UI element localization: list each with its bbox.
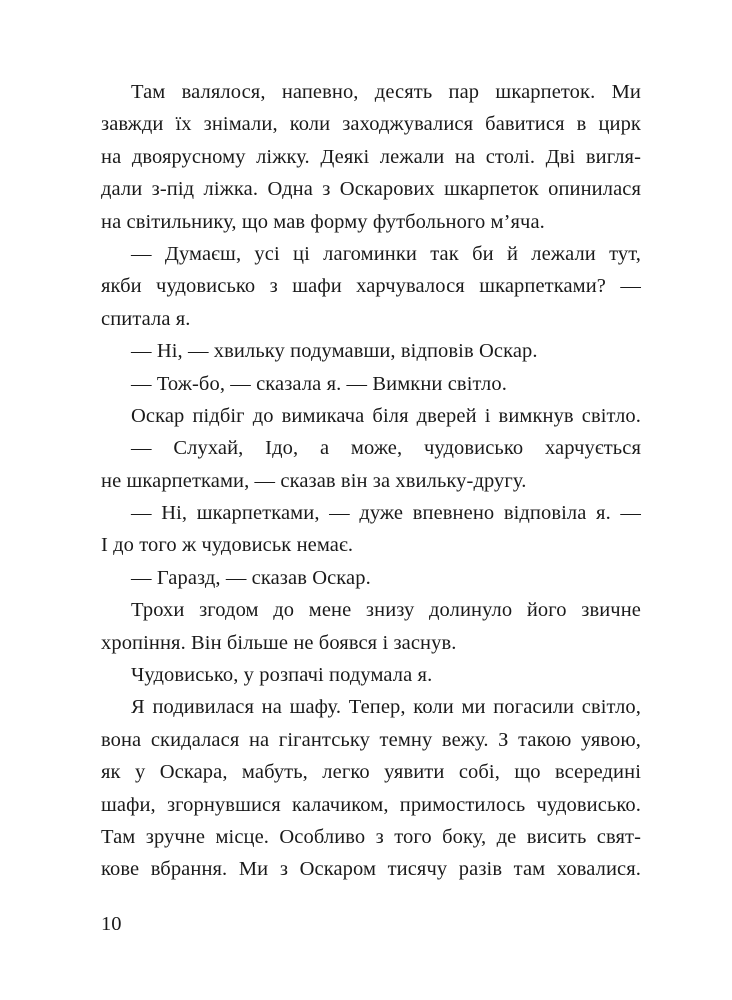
text-line: Чудовисько, у розпачі подумала я.: [131, 664, 433, 687]
text-line: Там зручне місце. Особливо з того боку, де висить свят-: [101, 825, 641, 848]
text-line: якби чудовисько з шафи харчувалося шкарпетками? —: [101, 275, 641, 298]
text-line: — Слухай, Ідо, а може, чудовисько харчується: [131, 437, 641, 460]
text-line: Я подивилася на шафу. Тепер, коли ми погасили світло,: [131, 696, 641, 719]
text-line: хропіння. Він більше не боявся і заснув.: [101, 631, 457, 654]
text-line: Оскар підбіг до вимикача біля дверей і вимкнув світло.: [131, 404, 641, 427]
text-line: Трохи згодом до мене знизу долинуло його звичне: [131, 599, 641, 622]
body-text: [101, 76, 641, 886]
text-line: кове вбрання. Ми з Оскаром тисячу разів там ховалися.: [101, 858, 641, 881]
text-line: завжди їх знімали, коли заходжувалися бавитися в цирк: [101, 113, 641, 136]
text-line: — Тож-бо, — сказала я. — Вимкни світло.: [131, 372, 507, 395]
text-line: дали з-під ліжка. Одна з Оскарових шкарпеток опинилася: [101, 178, 641, 201]
text-line: — Ні, шкарпетками, — дуже впевнено відповіла я. —: [131, 502, 641, 525]
text-line: шафи, згорнувшися калачиком, примостилось чудовисько.: [101, 793, 641, 816]
text-line: — Думаєш, усі ці лагоминки так би й лежали тут,: [131, 242, 641, 265]
text-line: на світильнику, що мав форму футбольного м’яча.: [101, 210, 545, 233]
text-line: Там валялося, напевно, десять пар шкарпеток. Ми: [131, 81, 641, 103]
text-line: І до того ж чудовиськ немає.: [101, 534, 354, 557]
text-line: — Гаразд, — сказав Оскар.: [131, 566, 371, 589]
text-line: як у Оскара, мабуть, легко уявити собі, що всередині: [101, 761, 641, 784]
text-line: на двоярусному ліжку. Деякі лежали на столі. Дві вигля-: [101, 145, 641, 168]
page-number: 10: [101, 913, 122, 935]
text-line: спитала я.: [101, 307, 191, 330]
text-line: вона скидалася на гігантську темну вежу. З такою уявою,: [101, 728, 641, 751]
text-line: не шкарпетками, — сказав він за хвильку-другу.: [101, 469, 527, 492]
text-line: — Ні, — хвильку подумавши, відповів Оскар.: [131, 340, 538, 363]
